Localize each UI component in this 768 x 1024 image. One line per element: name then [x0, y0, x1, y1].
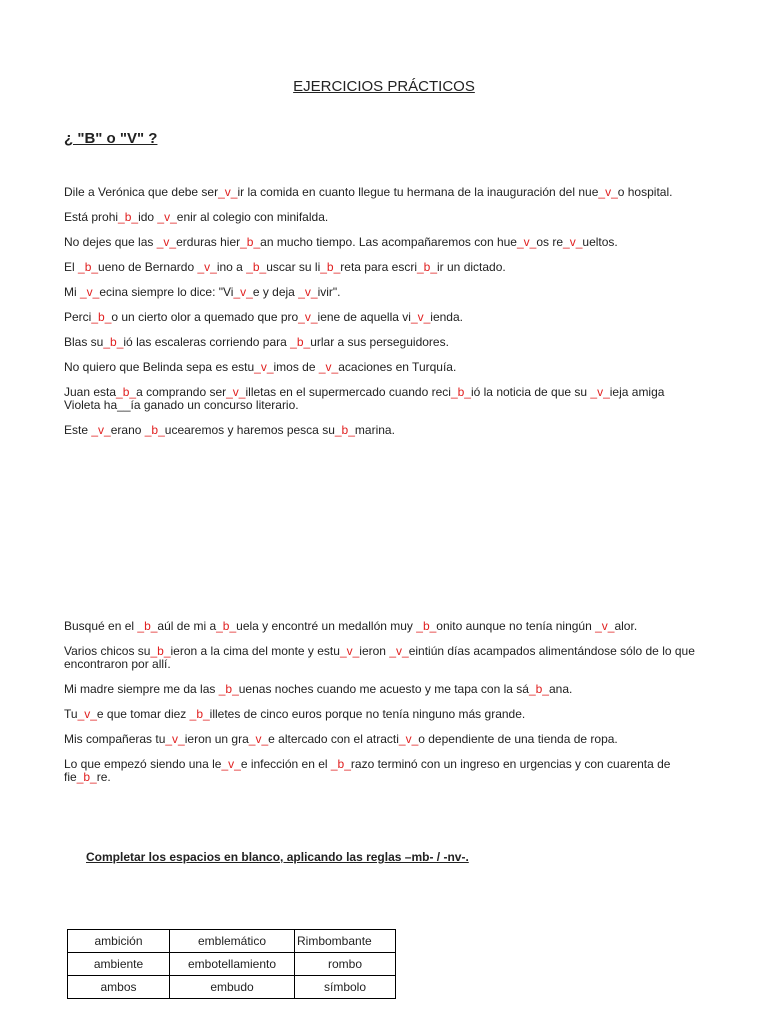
sentence-text: iene de aquella vi	[317, 310, 411, 324]
table-row	[68, 953, 396, 976]
sentence-text: ieron a la cima del monte y estu	[170, 644, 340, 658]
filled-letter: _v_	[197, 260, 217, 274]
exercise-sentence	[64, 336, 696, 349]
sentence-text: uenas noches cuando me acuesto y me tapa con la sá	[238, 682, 529, 696]
filled-letter: _b_	[416, 619, 437, 633]
exercise-sentence	[64, 261, 696, 274]
exercise-sentence	[64, 311, 696, 324]
sentence-text: Tu	[64, 707, 78, 721]
sentence-text: ido	[138, 210, 158, 224]
filled-letter: _v_	[80, 285, 100, 299]
sentence-text: illetas en el supermercado cuando reci	[245, 385, 451, 399]
sentence-text: Busqué en el	[64, 619, 138, 633]
sentence-text: marina.	[354, 423, 395, 437]
sentence-text: ino a	[216, 260, 247, 274]
instruction-text: Completar los espacios en blanco, aplicando las reglas –mb- / -nv-.	[86, 850, 469, 864]
filled-letter: _b_	[416, 260, 438, 274]
table-cell: embudo	[170, 976, 295, 999]
filled-letter: _v_	[595, 619, 615, 633]
table-cell: Rimbombante	[295, 930, 396, 953]
sentence-text: ieron	[359, 644, 390, 658]
filled-letter: _b_	[103, 335, 124, 349]
exercise-sentence	[64, 186, 696, 199]
sentence-text: onito aunque no tenía ningún	[436, 619, 596, 633]
sentence-text: Mi madre siempre me da las	[64, 682, 219, 696]
filled-letter: _b_	[150, 644, 171, 658]
sentence-text: imos de	[273, 360, 319, 374]
filled-letter: _v_	[398, 732, 419, 746]
filled-letter: _v_	[233, 285, 253, 299]
exercise-sentence	[64, 683, 696, 696]
table-cell: rombo	[295, 953, 396, 976]
sentence-text: e y deja	[252, 285, 299, 299]
sentence-text: ueltos.	[582, 235, 618, 249]
sentence-text: eintiún días acampados alimentándose sólo de lo que encontraron por allí.	[64, 644, 695, 671]
filled-letter: _v_	[91, 423, 111, 437]
filled-letter: _b_	[91, 310, 112, 324]
sentence-text: Varios chicos su	[64, 644, 151, 658]
filled-letter: _b_	[116, 385, 137, 399]
sentence-text: erduras hier	[176, 235, 241, 249]
page-title: EJERCICIOS PRÁCTICOS	[293, 78, 475, 95]
filled-letter: _v_	[77, 707, 97, 721]
filled-letter: _b_	[320, 260, 341, 274]
filled-letter: _v_	[218, 185, 238, 199]
sentence-text: e altercado con el atracti	[268, 732, 399, 746]
sentence-text: ucearemos y haremos pesca su	[164, 423, 335, 437]
filled-letter: _b_	[450, 385, 471, 399]
sentence-text: re.	[96, 770, 111, 784]
sentence-text: os re	[536, 235, 564, 249]
filled-letter: _v_	[298, 310, 318, 324]
sentence-text: Lo que empezó siendo una le	[64, 757, 222, 771]
exercise-sentence	[64, 211, 696, 224]
sentence-text: ueno de Bernardo	[98, 260, 198, 274]
filled-letter: _v_	[157, 210, 177, 224]
filled-letter: _v_	[339, 644, 360, 658]
filled-letter: _b_	[290, 335, 311, 349]
exercise-sentence	[64, 424, 696, 437]
filled-letter: _v_	[590, 385, 610, 399]
sentence-text: e que tomar diez	[96, 707, 190, 721]
filled-letter: _b_	[240, 235, 261, 249]
sentence-text: uscar su li	[266, 260, 321, 274]
filled-letter: _v_	[226, 385, 246, 399]
section-subtitle: ¿ "B" o "V" ?	[64, 130, 158, 147]
sentence-text: Mis compañeras tu	[64, 732, 166, 746]
sentence-text: ir la comida en cuanto llegue tu hermana de la inauguración del nue	[237, 185, 599, 199]
sentence-text: No quiero que Belinda sepa es estu	[64, 360, 255, 374]
filled-letter: _b_	[218, 682, 239, 696]
exercise-sentence	[64, 708, 696, 721]
sentence-text: Mi	[64, 285, 80, 299]
sentence-text: e infección en el	[240, 757, 331, 771]
sentence-text: Perci	[64, 310, 92, 324]
exercise-list-2	[64, 620, 696, 796]
sentence-text: ir un dictado.	[437, 260, 506, 274]
table-cell: ambiente	[68, 953, 170, 976]
sentence-text: ió la noticia de que su	[470, 385, 591, 399]
sentence-text: ienda.	[430, 310, 463, 324]
sentence-text: enir al colegio con minifalda.	[176, 210, 329, 224]
table-cell: ambos	[68, 976, 170, 999]
exercise-sentence	[64, 758, 696, 784]
filled-letter: _v_	[254, 360, 274, 374]
sentence-text: ivir".	[317, 285, 341, 299]
word-table	[67, 929, 396, 999]
sentence-text: razo terminó con un ingreso en urgencias y con cuarenta de fie	[64, 757, 671, 784]
filled-letter: _v_	[165, 732, 185, 746]
sentence-text: o un cierto olor a quemado que pro	[111, 310, 299, 324]
sentence-text: Blas su	[64, 335, 104, 349]
sentence-text: Juan esta	[64, 385, 117, 399]
sentence-text: o hospital.	[617, 185, 673, 199]
table-cell: emblemático	[170, 930, 295, 953]
exercise-sentence	[64, 620, 696, 633]
sentence-text: Dile a Verónica que debe ser	[64, 185, 219, 199]
sentence-text: a comprando ser	[136, 385, 227, 399]
filled-letter: _v_	[598, 185, 618, 199]
sentence-text: No dejes que las	[64, 235, 157, 249]
filled-letter: _b_	[330, 757, 351, 771]
sentence-text: El	[64, 260, 79, 274]
filled-letter: _v_	[248, 732, 269, 746]
word-table-body	[68, 930, 396, 999]
sentence-text: ió las escaleras corriendo para	[123, 335, 291, 349]
filled-letter: _b_	[118, 210, 139, 224]
filled-letter: _b_	[189, 707, 210, 721]
exercise-sentence	[64, 361, 696, 374]
filled-letter: _b_	[334, 423, 355, 437]
sentence-text: alor.	[614, 619, 638, 633]
filled-letter: _v_	[389, 644, 409, 658]
sentence-text: ecina siempre lo dice: "Vi	[99, 285, 234, 299]
filled-letter: _b_	[78, 260, 99, 274]
table-cell: embotellamiento	[170, 953, 295, 976]
sentence-text: illetes de cinco euros porque no tenía ninguno más grande.	[209, 707, 526, 721]
filled-letter: _v_	[156, 235, 177, 249]
table-cell: símbolo	[295, 976, 396, 999]
exercise-sentence	[64, 645, 696, 671]
exercise-sentence	[64, 236, 696, 249]
exercise-sentence	[64, 386, 696, 412]
filled-letter: _v_	[298, 285, 318, 299]
sentence-text: aúl de mi a	[157, 619, 217, 633]
exercise-sentence	[64, 286, 696, 299]
table-cell: ambición	[68, 930, 170, 953]
sentence-text: reta para escri	[340, 260, 417, 274]
exercise-sentence	[64, 733, 696, 746]
filled-letter: _v_	[516, 235, 537, 249]
sentence-text: Este	[64, 423, 92, 437]
filled-letter: _v_	[318, 360, 339, 374]
filled-letter: _b_	[137, 619, 158, 633]
filled-letter: _b_	[216, 619, 237, 633]
filled-letter: _b_	[528, 682, 549, 696]
sentence-text: an mucho tiempo. Las acompañaremos con hue	[260, 235, 517, 249]
filled-letter: _b_	[246, 260, 267, 274]
filled-letter: _b_	[144, 423, 165, 437]
sentence-text: urlar a sus perseguidores.	[310, 335, 449, 349]
filled-letter: _b_	[76, 770, 97, 784]
filled-letter: _v_	[563, 235, 583, 249]
sentence-text: uela y encontré un medallón muy	[236, 619, 417, 633]
exercise-list-1	[64, 186, 696, 449]
sentence-text: ieron un gra	[184, 732, 249, 746]
filled-letter: _v_	[221, 757, 241, 771]
filled-letter: _v_	[410, 310, 431, 324]
table-row	[68, 976, 396, 999]
sentence-text: Está prohi	[64, 210, 119, 224]
sentence-text: ana.	[548, 682, 573, 696]
table-row	[68, 930, 396, 953]
sentence-text: o dependiente de una tienda de ropa.	[418, 732, 618, 746]
sentence-text: acaciones en Turquía.	[338, 360, 457, 374]
sentence-text: ieja amiga Violeta ha__ía ganado un concurso literario.	[64, 385, 665, 412]
sentence-text: erano	[110, 423, 145, 437]
